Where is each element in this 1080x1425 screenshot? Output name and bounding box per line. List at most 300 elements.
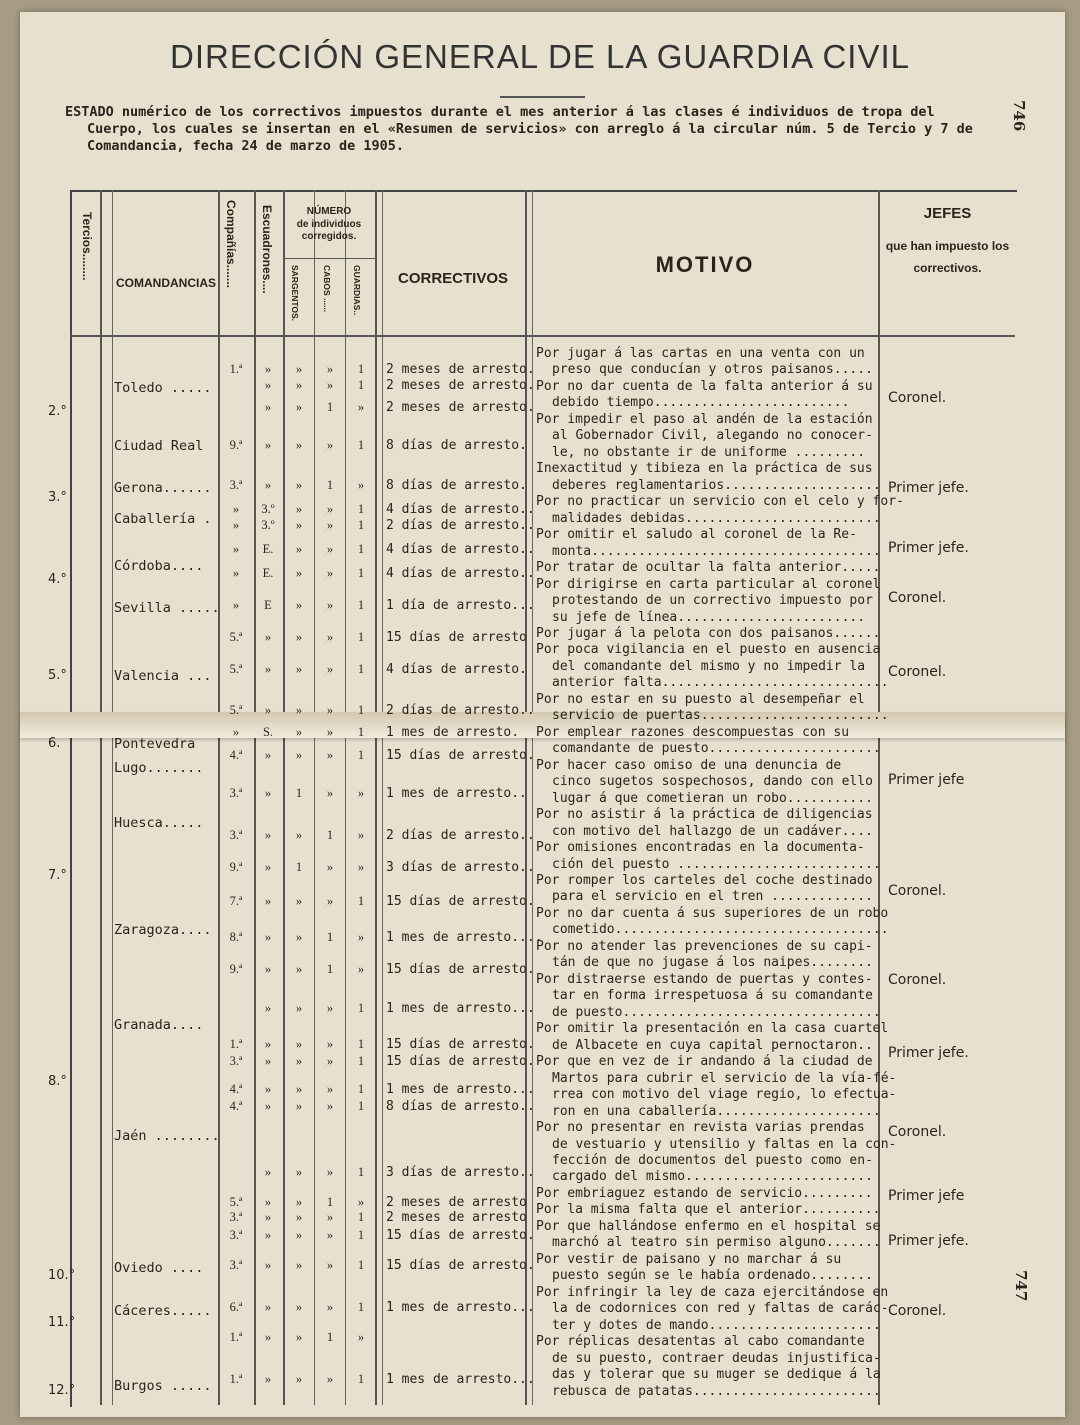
- header-rule: [70, 335, 1015, 337]
- row-correctivo: 1 mes de arresto.: [386, 725, 520, 740]
- row-guardias: »: [357, 1195, 365, 1209]
- motivo-line: das y tolerar que su muger se dedique á la: [552, 1367, 881, 1383]
- row-guardias: 1: [357, 1037, 365, 1051]
- row-compania: 7.ª: [229, 894, 243, 908]
- motivo-line: deberes reglamentarios....................: [552, 477, 881, 493]
- row-escuadron: »: [264, 1210, 272, 1224]
- row-guardias: 1: [357, 362, 365, 376]
- motivo-line: Por hacer caso omiso de una denuncia de: [536, 757, 842, 773]
- tercio-label: 7.°: [48, 868, 67, 883]
- jefe-label: Coronel.: [888, 590, 947, 606]
- motivo-line: Por que en vez de ir andando á la ciudad de: [536, 1054, 873, 1070]
- jefe-label: Primer jefe.: [888, 1233, 969, 1249]
- motivo-line: ron en una caballería.....................: [552, 1103, 881, 1119]
- row-sargentos: »: [295, 378, 303, 392]
- col-divider: [314, 190, 315, 1405]
- row-escuadron: »: [264, 362, 272, 376]
- row-escuadron: »: [264, 630, 272, 644]
- comandancia-label: Toledo .....: [114, 380, 212, 396]
- row-correctivo: 15 días de arresto.: [386, 1258, 535, 1273]
- motivo-line: Por no estar en su puesto al desempeñar el: [536, 691, 865, 707]
- row-guardias: 1: [357, 1372, 365, 1386]
- row-cabos: »: [326, 1300, 334, 1314]
- tercio-label: 8.°: [48, 1074, 67, 1089]
- header-numero: NÚMERO: [306, 206, 352, 217]
- motivo-line: para el servicio en el tren .............: [552, 889, 873, 905]
- row-guardias: 1: [357, 703, 365, 717]
- row-compania: 1.ª: [229, 1330, 243, 1344]
- jefe-label: Coronel.: [888, 972, 947, 988]
- tercio-label: 2.°: [48, 404, 67, 419]
- tercio-label: 3.°: [48, 490, 67, 505]
- row-guardias: 1: [357, 502, 365, 516]
- motivo-line: puesto según se le había ordenado........: [552, 1268, 873, 1284]
- row-correctivo: 2 meses de arresto.: [386, 378, 535, 393]
- row-cabos: »: [326, 438, 334, 452]
- row-escuadron: »: [264, 1165, 272, 1179]
- motivo-line: rrea con motivo del viage regio, lo efectua-: [552, 1087, 897, 1103]
- row-guardias: »: [357, 828, 365, 842]
- row-correctivo: 3 días de arresto..: [386, 1165, 535, 1180]
- row-guardias: 1: [357, 1228, 365, 1242]
- row-sargentos: »: [295, 1330, 303, 1344]
- row-guardias: 1: [357, 630, 365, 644]
- jefe-label: Coronel.: [888, 1303, 947, 1319]
- row-compania: 5.ª: [229, 703, 243, 717]
- comandancia-label: Granada....: [114, 1017, 204, 1033]
- tercio-label: 10.°: [48, 1268, 76, 1283]
- row-cabos: »: [326, 1054, 334, 1068]
- row-cabos: »: [326, 502, 334, 516]
- row-correctivo: 4 días de arresto..: [386, 502, 535, 517]
- col-divider: [254, 190, 256, 1405]
- row-sargentos: »: [295, 1300, 303, 1314]
- row-guardias: 1: [357, 1099, 365, 1113]
- motivo-line: ción del puesto ..........................: [552, 856, 881, 872]
- row-escuadron: »: [264, 894, 272, 908]
- row-sargentos: »: [295, 703, 303, 717]
- page-number-top: 746: [1010, 100, 1028, 132]
- row-escuadron: »: [264, 1195, 272, 1209]
- row-correctivo: 2 meses de arresto: [386, 1195, 527, 1210]
- motivo-line: Por que hallándose enfermo en el hospital se: [536, 1218, 881, 1234]
- row-cabos: »: [326, 378, 334, 392]
- row-compania: 5.ª: [229, 1195, 243, 1209]
- row-escuadron: E.: [262, 566, 274, 580]
- row-sargentos: »: [295, 962, 303, 976]
- row-compania: 6.ª: [229, 1300, 243, 1314]
- motivo-line: su jefe de línea........................: [552, 609, 866, 625]
- motivo-line: Por impedir el paso al andén de la estación: [536, 411, 873, 427]
- row-escuadron: »: [264, 1099, 272, 1113]
- motivo-line: la de codornices con red y faltas de carác-: [552, 1301, 889, 1317]
- row-compania: 1.ª: [229, 1372, 243, 1386]
- header-sargentos: SARGENTOS.: [290, 265, 300, 322]
- row-guardias: 1: [357, 1001, 365, 1015]
- jefe-label: Coronel.: [888, 883, 947, 899]
- jefe-label: Primer jefe.: [888, 540, 969, 556]
- comandancia-label: Córdoba....: [114, 558, 204, 574]
- row-compania: 3.ª: [229, 1054, 243, 1068]
- motivo-line: Por infringir la ley de caza ejercitándose en: [536, 1284, 889, 1300]
- row-cabos: »: [326, 1001, 334, 1015]
- row-guardias: »: [357, 1330, 365, 1344]
- comandancia-label: Sevilla .....: [114, 600, 220, 616]
- row-cabos: »: [326, 1099, 334, 1113]
- row-compania: 3.ª: [229, 478, 243, 492]
- row-cabos: »: [326, 894, 334, 908]
- motivo-line: Martos para cubrir el servicio de la vía-fé-: [552, 1070, 897, 1086]
- motivo-line: Por jugar á la pelota con dos paisanos......: [536, 625, 881, 641]
- col-divider: [112, 190, 113, 1405]
- row-compania: »: [232, 518, 240, 532]
- row-correctivo: 1 mes de arresto...: [386, 1082, 535, 1097]
- row-correctivo: 4 días de arresto..: [386, 542, 535, 557]
- row-guardias: »: [357, 786, 365, 800]
- row-compania: 1.ª: [229, 1037, 243, 1051]
- motivo-line: servicio de puertas........................: [552, 708, 889, 724]
- row-escuadron: E: [264, 598, 272, 612]
- row-guardias: 1: [357, 1210, 365, 1224]
- row-correctivo: 15 días de arresto: [386, 630, 527, 645]
- header-correctivos: CORRECTIVOS: [397, 270, 508, 287]
- row-guardias: 1: [357, 542, 365, 556]
- motivo-line: Por dirigirse en carta particular al coronel: [536, 576, 881, 592]
- row-compania: »: [232, 725, 240, 739]
- row-compania: 5.ª: [229, 662, 243, 676]
- row-sargentos: »: [295, 894, 303, 908]
- row-sargentos: »: [295, 1054, 303, 1068]
- motivo-line: Por no presentar en revista varias prendas: [536, 1120, 865, 1136]
- row-cabos: »: [326, 703, 334, 717]
- row-correctivo: 15 días de arresto.: [386, 748, 535, 763]
- row-guardias: »: [357, 962, 365, 976]
- row-cabos: »: [326, 630, 334, 644]
- row-compania: 9.ª: [229, 438, 243, 452]
- motivo-line: Por distraerse estando de puertas y contes-: [536, 971, 873, 987]
- jefe-label: Coronel.: [888, 664, 947, 680]
- jefe-label: Coronel.: [888, 390, 947, 406]
- row-correctivo: 1 mes de arresto...: [386, 1300, 535, 1315]
- jefe-label: Primer jefe.: [888, 480, 969, 496]
- row-sargentos: »: [295, 630, 303, 644]
- motivo-line: comandante de puesto......................: [552, 741, 881, 757]
- row-compania: »: [232, 598, 240, 612]
- motivo-line: Por no dar cuenta de la falta anterior á su: [536, 378, 873, 394]
- row-cabos: »: [326, 786, 334, 800]
- header-jefes-sub: que han impuesto los correctivos.: [885, 239, 1010, 275]
- motivo-line: anterior falta.............................: [552, 675, 889, 691]
- row-sargentos: »: [295, 1001, 303, 1015]
- row-cabos: 1: [326, 400, 334, 414]
- row-correctivo: 4 días de arresto..: [386, 566, 535, 581]
- row-cabos: »: [326, 1372, 334, 1386]
- tercio-label: 4.°: [48, 572, 67, 587]
- row-escuadron: »: [264, 1300, 272, 1314]
- motivo-line: de su puesto, contraer deudas injustifica-: [552, 1350, 881, 1366]
- comandancia-label: Valencia ...: [114, 668, 212, 684]
- jefe-label: Coronel.: [888, 1124, 947, 1140]
- row-sargentos: »: [295, 748, 303, 762]
- row-sargentos: »: [295, 518, 303, 532]
- tercio-label: 12.°: [48, 1383, 76, 1398]
- row-guardias: »: [357, 930, 365, 944]
- tercio-label: 5.°: [48, 668, 67, 683]
- header-guardias: GUARDIAS..: [352, 265, 362, 316]
- row-cabos: »: [326, 518, 334, 532]
- row-compania: 3.ª: [229, 1228, 243, 1242]
- col-divider: [382, 190, 383, 1405]
- col-divider: [375, 190, 377, 1405]
- motivo-line: rebusca de patatas........................: [552, 1383, 881, 1399]
- col-divider: [283, 190, 285, 1405]
- header-jefes: JEFES: [923, 205, 972, 222]
- jefe-label: Primer jefe: [888, 772, 965, 788]
- row-correctivo: 3 días de arresto..: [386, 860, 535, 875]
- row-guardias: 1: [357, 894, 365, 908]
- row-escuadron: »: [264, 1330, 272, 1344]
- row-sargentos: »: [295, 438, 303, 452]
- title-rule: [500, 96, 585, 98]
- motivo-line: protestando de un correctivo impuesto por: [552, 593, 873, 609]
- row-correctivo: 1 mes de arresto...: [386, 1001, 535, 1016]
- motivo-line: Por poca vigilancia en el puesto en ausencia: [536, 642, 881, 658]
- page-number-bottom: 747: [1012, 1270, 1030, 1302]
- row-cabos: »: [326, 1210, 334, 1224]
- row-correctivo: 1 mes de arresto...: [386, 1372, 535, 1387]
- motivo-line: Por vestir de paisano y no marchar á su: [536, 1251, 842, 1267]
- motivo-line: fección de documentos del puesto como en-: [552, 1152, 873, 1168]
- row-escuadron: »: [264, 400, 272, 414]
- row-sargentos: »: [295, 598, 303, 612]
- comandancia-label: Cáceres.....: [114, 1303, 212, 1319]
- header-cabos: CABOS ......: [322, 265, 332, 313]
- row-correctivo: 15 días de arresto.: [386, 962, 535, 977]
- row-cabos: 1: [326, 1330, 334, 1344]
- row-guardias: 1: [357, 566, 365, 580]
- row-sargentos: »: [295, 400, 303, 414]
- row-cabos: »: [326, 1037, 334, 1051]
- motivo-line: cinco sugetos sospechosos, dando con ello: [552, 774, 873, 790]
- comandancia-label: Zaragoza....: [114, 922, 212, 938]
- row-sargentos: »: [295, 662, 303, 676]
- motivo-line: Por la misma falta que el anterior..........: [536, 1202, 881, 1218]
- intro-paragraph: [65, 104, 1020, 155]
- row-sargentos: »: [295, 1210, 303, 1224]
- comandancia-label: Jaén ........: [114, 1128, 220, 1144]
- row-escuadron: 3.º: [261, 518, 275, 532]
- row-escuadron: »: [264, 378, 272, 392]
- motivo-line: Por no asistir á la práctica de diligencias: [536, 807, 873, 823]
- row-escuadron: »: [264, 1258, 272, 1272]
- motivo-line: al Gobernador Civil, alegando no conocer-: [552, 428, 873, 444]
- row-escuadron: S.: [262, 725, 274, 739]
- motivo-line: Por omitir la presentación en la casa cuartel: [536, 1021, 889, 1037]
- motivo-line: cargado del mismo........................: [552, 1169, 873, 1185]
- row-correctivo: 15 días de arresto.: [386, 1037, 535, 1052]
- row-cabos: »: [326, 1228, 334, 1242]
- comandancia-label: Burgos .....: [114, 1378, 212, 1394]
- row-compania: 9.ª: [229, 860, 243, 874]
- row-escuadron: »: [264, 786, 272, 800]
- row-cabos: »: [326, 860, 334, 874]
- motivo-line: Por tratar de ocultar la falta anterior.....: [536, 560, 881, 576]
- row-compania: 3.ª: [229, 1210, 243, 1224]
- row-correctivo: 8 días de arresto.: [386, 478, 527, 493]
- row-sargentos: »: [295, 566, 303, 580]
- row-guardias: 1: [357, 748, 365, 762]
- row-cabos: »: [326, 1258, 334, 1272]
- motivo-line: Por omitir el saludo al coronel de la Re-: [536, 527, 857, 543]
- row-guardias: »: [357, 478, 365, 492]
- row-sargentos: »: [295, 1258, 303, 1272]
- row-correctivo: 2 meses de arresto.: [386, 362, 535, 377]
- row-guardias: »: [357, 860, 365, 874]
- col-divider: [218, 190, 220, 1405]
- row-correctivo: 15 días de arresto.: [386, 1228, 535, 1243]
- motivo-line: tán de que no jugase á los naipes........: [552, 955, 873, 971]
- tercio-label: 6.: [48, 736, 61, 751]
- motivo-line: Por no atender las prevenciones de su capi-: [536, 938, 873, 954]
- row-escuadron: »: [264, 1082, 272, 1096]
- col-divider: [345, 190, 346, 1405]
- row-escuadron: »: [264, 1372, 272, 1386]
- comandancia-label: Ciudad Real: [114, 438, 204, 454]
- row-sargentos: »: [295, 828, 303, 842]
- motivo-line: Por no dar cuenta á sus superiores de un robo: [536, 905, 889, 921]
- row-cabos: »: [326, 1165, 334, 1179]
- motivo-line: con motivo del hallazgo de un cadáver....: [552, 823, 873, 839]
- col-divider: [100, 190, 102, 1405]
- row-correctivo: 2 meses de arresto: [386, 1210, 527, 1225]
- row-escuadron: »: [264, 438, 272, 452]
- row-sargentos: »: [295, 1165, 303, 1179]
- row-compania: »: [232, 566, 240, 580]
- row-correctivo: 1 mes de arresto....: [386, 930, 543, 945]
- row-escuadron: »: [264, 1228, 272, 1242]
- motivo-line: Por jugar á las cartas en una venta con un: [536, 346, 865, 361]
- row-correctivo: 8 días de arresto..: [386, 1099, 535, 1114]
- row-escuadron: »: [264, 1054, 272, 1068]
- tercio-label: 11.°: [48, 1315, 76, 1330]
- row-guardias: 1: [357, 438, 365, 452]
- row-cabos: »: [326, 598, 334, 612]
- row-escuadron: »: [264, 930, 272, 944]
- row-sargentos: »: [295, 1372, 303, 1386]
- intro-line-2: Cuerpo, los cuales se insertan en el «Resumen de servicios» con arreglo á la circular núm. 5 de Tercio y 7 de: [87, 121, 973, 137]
- motivo-line: cometido...................................: [552, 922, 889, 938]
- row-sargentos: 1: [295, 786, 303, 800]
- row-compania: 8.ª: [229, 930, 243, 944]
- motivo-line: del comandante del mismo y no impedir la: [552, 658, 866, 674]
- jefe-label: Primer jefe.: [888, 1045, 969, 1061]
- motivo-line: tar en forma irrespetuosa á su comandante: [552, 988, 873, 1004]
- motivo-line: lugar á que cometieran un robo...........: [552, 790, 873, 806]
- numero-subrule: [283, 258, 375, 259]
- motivo-line: marchó al teatro sin permiso alguno.......: [552, 1235, 881, 1251]
- motivo-line: malidades debidas.........................: [552, 510, 881, 526]
- motivo-line: Por omisiones encontradas en la documenta-: [536, 840, 865, 856]
- row-cabos: »: [326, 566, 334, 580]
- comandancia-label: Caballería .: [114, 511, 212, 527]
- row-sargentos: »: [295, 542, 303, 556]
- row-sargentos: 1: [295, 860, 303, 874]
- row-sargentos: »: [295, 1195, 303, 1209]
- comandancia-label: Pontevedra: [114, 736, 196, 752]
- motivo-line: Por emplear razones descompuestas con su: [536, 724, 850, 740]
- row-cabos: 1: [326, 828, 334, 842]
- row-sargentos: »: [295, 502, 303, 516]
- row-guardias: 1: [357, 1165, 365, 1179]
- row-guardias: 1: [357, 662, 365, 676]
- header-motivo: MOTIVO: [655, 252, 755, 277]
- row-correctivo: 15 días de arresto.: [386, 1054, 535, 1069]
- row-escuadron: E.: [262, 542, 274, 556]
- row-compania: »: [232, 502, 240, 516]
- intro-line-3: Comandancia, fecha 24 de marzo de 1905.: [87, 138, 404, 154]
- row-correctivo: 2 meses de arresto.: [386, 400, 535, 415]
- row-escuadron: 3.º: [261, 502, 275, 516]
- row-cabos: 1: [326, 930, 334, 944]
- intro-line-1: ESTADO numérico de los correctivos impuestos durante el mes anterior á las clases é individuos de tropa del: [65, 104, 935, 120]
- row-escuadron: »: [264, 860, 272, 874]
- row-sargentos: »: [295, 362, 303, 376]
- row-cabos: »: [326, 542, 334, 556]
- row-sargentos: »: [295, 725, 303, 739]
- row-sargentos: »: [295, 930, 303, 944]
- row-guardias: 1: [357, 378, 365, 392]
- row-sargentos: »: [295, 1099, 303, 1113]
- row-escuadron: »: [264, 828, 272, 842]
- row-escuadron: »: [264, 1037, 272, 1051]
- motivo-line: preso que conducían y otros paisanos.....: [552, 362, 873, 378]
- row-compania: 3.ª: [229, 786, 243, 800]
- row-compania: 9.ª: [229, 962, 243, 976]
- row-cabos: 1: [326, 478, 334, 492]
- row-guardias: 1: [357, 598, 365, 612]
- comandancia-label: Lugo.......: [114, 760, 204, 776]
- comandancia-label: Oviedo ....: [114, 1260, 204, 1276]
- motivo-line: de puesto.................................: [552, 1004, 881, 1020]
- row-correctivo: 2 días de arresto..: [386, 703, 535, 718]
- row-escuadron: »: [264, 703, 272, 717]
- row-guardias: 1: [357, 1258, 365, 1272]
- row-cabos: 1: [326, 962, 334, 976]
- jefe-label: Primer jefe: [888, 1188, 965, 1204]
- row-guardias: 1: [357, 725, 365, 739]
- row-cabos: »: [326, 662, 334, 676]
- row-sargentos: »: [295, 1228, 303, 1242]
- header-numero-sub: de individuos corregidos.: [296, 219, 362, 242]
- row-sargentos: »: [295, 478, 303, 492]
- motivo-line: de Albacete en cuya capital pernoctaron..: [552, 1037, 873, 1053]
- motivo-line: monta.....................................: [552, 543, 881, 559]
- row-compania: 4.ª: [229, 1099, 243, 1113]
- motivo-line: le, no obstante ir de uniforme .........: [552, 444, 866, 460]
- comandancia-label: Gerona......: [114, 480, 212, 496]
- motivo-line: Por réplicas desatentas al cabo comandante: [536, 1334, 865, 1350]
- row-sargentos: »: [295, 1082, 303, 1096]
- row-correctivo: 4 días de arresto.: [386, 662, 527, 677]
- motivo-line: de vestuario y utensilio y faltas en la con-: [552, 1136, 897, 1152]
- row-guardias: 1: [357, 1082, 365, 1096]
- row-guardias: 1: [357, 1054, 365, 1068]
- row-correctivo: 2 días de arresto..: [386, 828, 535, 843]
- row-compania: »: [232, 542, 240, 556]
- row-escuadron: »: [264, 478, 272, 492]
- row-cabos: »: [326, 748, 334, 762]
- motivo-line: debido tiempo.........................: [552, 395, 850, 411]
